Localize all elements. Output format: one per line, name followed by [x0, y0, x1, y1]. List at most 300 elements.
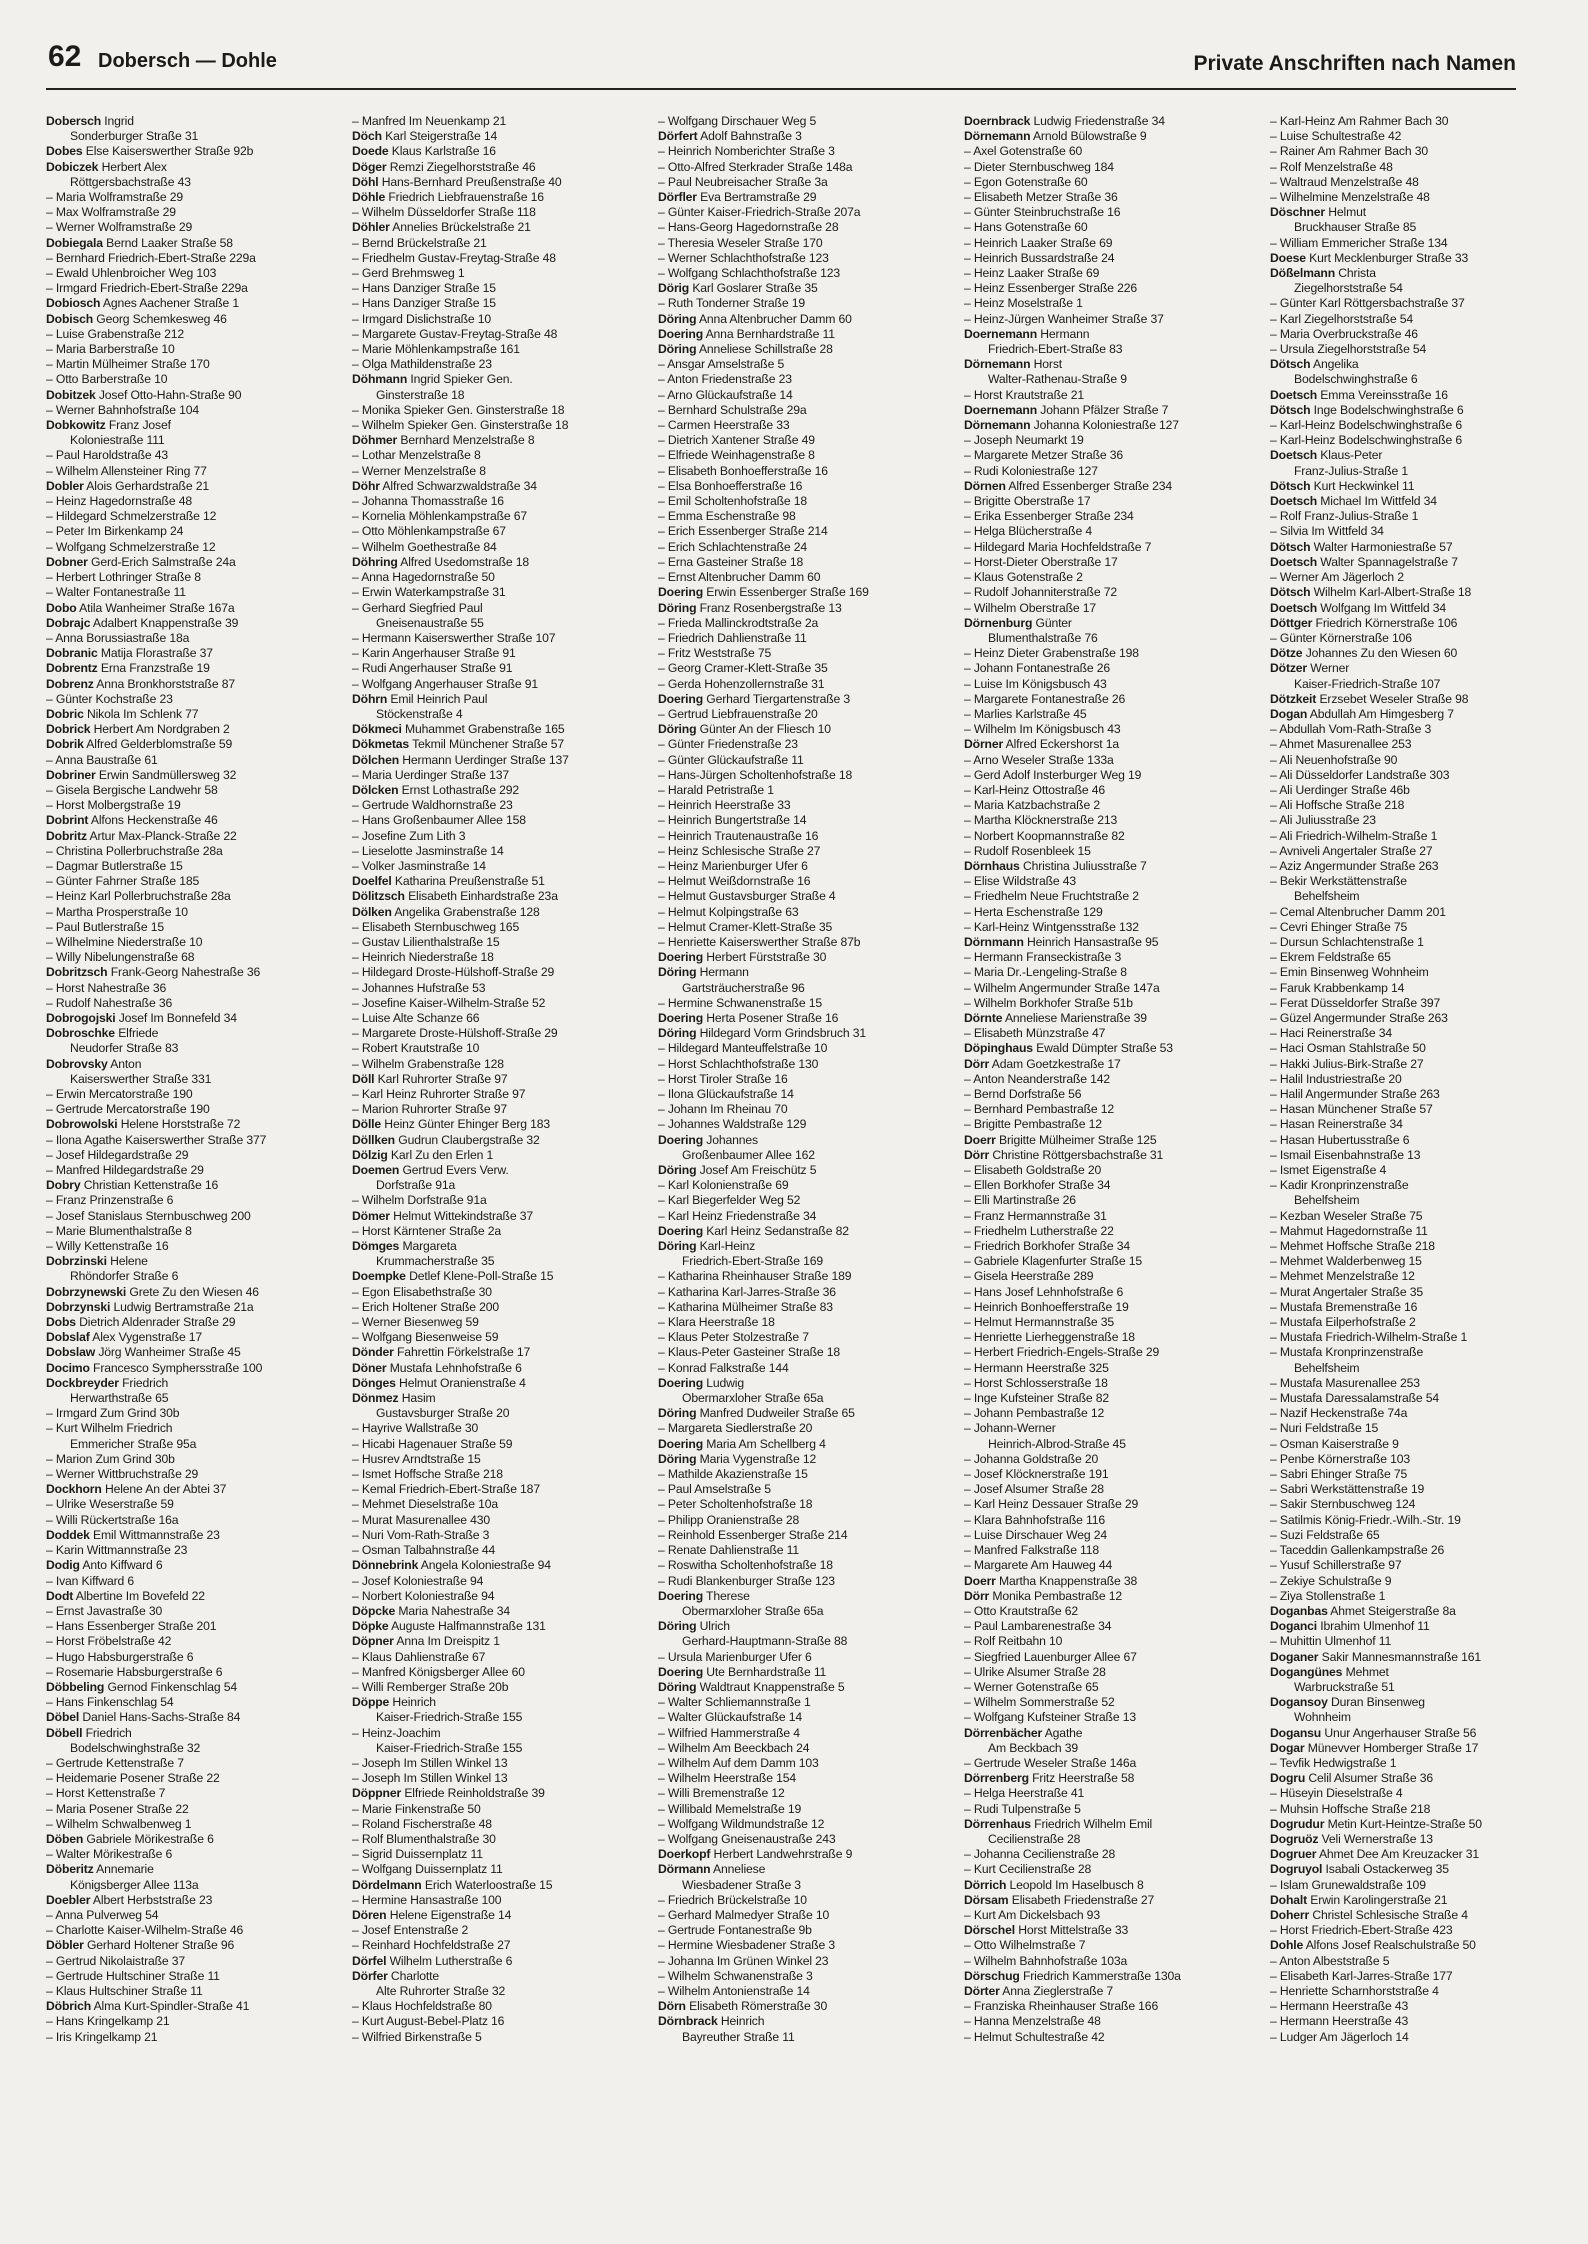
- entry-surname: Doernemann: [964, 326, 1037, 341]
- entry-text: – Siegfried Lauenburger Allee 67: [964, 1649, 1137, 1664]
- entry-text: – Herbert Friedrich-Engels-Straße 29: [964, 1345, 1160, 1360]
- directory-entry: [46, 1604, 336, 1619]
- entry-text: – Johannes Waldstraße 129: [658, 1117, 807, 1132]
- entry-text: – Werner Wittbruchstraße 29: [46, 1467, 199, 1482]
- entry-surname: Doering: [658, 1436, 703, 1451]
- directory-entry: [658, 783, 948, 798]
- entry-surname: Döring: [658, 1619, 697, 1634]
- entry-text: – Hans Finkenschlag 54: [46, 1695, 174, 1710]
- directory-entry: [352, 1239, 642, 1254]
- entry-text: – Horst Schlosserstraße 18: [964, 1375, 1108, 1390]
- directory-entry: [352, 905, 642, 920]
- directory-entry: [658, 388, 948, 403]
- directory-entry: [46, 1695, 336, 1710]
- entry-text: Ewald Dümpter Straße 53: [1036, 1041, 1173, 1056]
- entry-text: – Anna Baustraße 61: [46, 752, 158, 767]
- directory-entry: [964, 1893, 1254, 1908]
- entry-text: Georg Schemkesweg 46: [96, 311, 227, 326]
- entry-text: – Klara Heerstraße 18: [658, 1315, 775, 1330]
- directory-entry: [46, 1087, 336, 1102]
- directory-entry: [1270, 996, 1560, 1011]
- entry-text: – Lieselotte Jasminstraße 14: [352, 843, 504, 858]
- directory-entry: [964, 418, 1254, 433]
- entry-text: – Muhsin Hoffsche Straße 218: [1270, 1801, 1431, 1816]
- directory-entry: [1270, 433, 1560, 448]
- entry-surname: Doering: [658, 1375, 703, 1390]
- entry-text: Kaiser-Friedrich-Straße 107: [1294, 676, 1441, 691]
- directory-entry: [1270, 1771, 1560, 1786]
- entry-text: Anton: [110, 1056, 142, 1071]
- directory-entry: [352, 1193, 642, 1208]
- directory-entry: [46, 540, 336, 555]
- page-range: Dobersch — Dohle: [98, 50, 277, 72]
- entry-text: Elisabeth Friedenstraße 27: [1011, 1892, 1155, 1907]
- entry-surname: Dörter: [964, 1983, 1000, 1998]
- entry-text: – Heinrich Bussardstraße 24: [964, 250, 1115, 265]
- directory-entry: [964, 357, 1254, 372]
- directory-entry: [1270, 540, 1560, 555]
- directory-entry: [352, 494, 642, 509]
- entry-text: – Friedhelm Lutherstraße 22: [964, 1223, 1114, 1238]
- directory-entry: [352, 236, 642, 251]
- entry-text: – Ernst Altenbrucher Damm 60: [658, 570, 821, 585]
- directory-entry: [964, 874, 1254, 889]
- directory-entry: [1270, 1862, 1560, 1877]
- directory-entry: [352, 312, 642, 327]
- entry-text: – Friedrich Borkhofer Straße 34: [964, 1239, 1131, 1254]
- entry-text: – Mehmet Walderbenweg 15: [1270, 1254, 1422, 1269]
- entry-text: – Heinrich Bungertstraße 14: [658, 813, 807, 828]
- directory-entry: [46, 813, 336, 828]
- entry-surname: Dobersch: [46, 114, 102, 128]
- directory-entry: [658, 1878, 948, 1893]
- entry-surname: Doering: [658, 1223, 703, 1238]
- directory-entry: [46, 1543, 336, 1558]
- directory-entry: [964, 601, 1254, 616]
- directory-entry: [46, 2014, 336, 2029]
- directory-entry: [658, 1893, 948, 1908]
- entry-text: Jörg Wanheimer Straße 45: [98, 1345, 241, 1360]
- directory-entry: [658, 1710, 948, 1725]
- directory-entry: [46, 1923, 336, 1938]
- entry-text: – Wolfgang Wildmundstraße 12: [658, 1816, 825, 1831]
- entry-text: – Heinz Laaker Straße 69: [964, 266, 1100, 281]
- directory-entry: [1270, 464, 1560, 479]
- entry-text: Kurt Mecklenburger Straße 33: [1309, 250, 1469, 265]
- entry-text: – Kornelia Möhlenkampstraße 67: [352, 509, 528, 524]
- directory-entry: [658, 844, 948, 859]
- entry-text: Anna Zieglerstraße 7: [1002, 1983, 1114, 1998]
- entry-text: – Peter Im Birkenkamp 24: [46, 524, 184, 539]
- entry-text: – Maria Barberstraße 10: [46, 342, 175, 357]
- directory-entry: [46, 1786, 336, 1801]
- directory-entry: [1270, 1650, 1560, 1665]
- directory-entry: [1270, 2014, 1560, 2029]
- entry-text: Sonderburger Straße 31: [70, 129, 199, 144]
- entry-text: Emmericher Straße 95a: [70, 1436, 197, 1451]
- directory-entry: [352, 1574, 642, 1589]
- directory-entry: [1270, 1300, 1560, 1315]
- entry-text: – Ali Düsseldorfer Landstraße 303: [1270, 767, 1450, 782]
- directory-entry: [352, 1285, 642, 1300]
- entry-surname: Dogan: [1270, 706, 1308, 721]
- directory-entry: [964, 1665, 1254, 1680]
- entry-surname: Dötsch: [1270, 478, 1311, 493]
- entry-text: – Margarete Droste-Hülshoff-Straße 29: [352, 1026, 558, 1041]
- entry-surname: Dobranic: [46, 646, 98, 661]
- entry-text: Ibrahim Ulmenhof 11: [1320, 1619, 1430, 1634]
- directory-entry: [46, 296, 336, 311]
- entry-text: – Carmen Heerstraße 33: [658, 418, 790, 433]
- directory-entry: [46, 1406, 336, 1421]
- entry-text: – Hildegard Schmelzerstraße 12: [46, 509, 217, 524]
- entry-text: Fahrettin Förkelstraße 17: [397, 1345, 531, 1360]
- directory-entry: [964, 433, 1254, 448]
- directory-entry: [352, 1330, 642, 1345]
- directory-entry: [1270, 692, 1560, 707]
- entry-text: – Erwin Mercatorstraße 190: [46, 1087, 193, 1101]
- directory-entry: [658, 266, 948, 281]
- entry-text: Dorfstraße 91a: [376, 1178, 456, 1193]
- directory-entry: [1270, 1802, 1560, 1817]
- entry-text: – Dieter Sternbuschweg 184: [964, 159, 1114, 174]
- directory-entry: [46, 1391, 336, 1406]
- directory-entry: [46, 1999, 336, 2014]
- directory-entry: [352, 1391, 642, 1406]
- directory-entry: [658, 251, 948, 266]
- entry-text: – Herta Eschenstraße 129: [964, 904, 1103, 919]
- entry-text: – Rudi Angerhauser Straße 91: [352, 661, 513, 676]
- entry-text: – Wilfried Birkenstraße 5: [352, 2029, 482, 2044]
- entry-text: Wiesbadener Straße 3: [682, 1877, 801, 1892]
- directory-entry: [46, 844, 336, 859]
- directory-entry: [658, 1421, 948, 1436]
- directory-entry: [1270, 1938, 1560, 1953]
- entry-text: – Horst Kärntener Straße 2a: [352, 1223, 502, 1238]
- entry-text: Muhammet Grabenstraße 165: [405, 722, 565, 737]
- directory-entry: [658, 905, 948, 920]
- entry-text: – Konrad Falkstraße 144: [658, 1360, 789, 1375]
- directory-entry: [46, 2030, 336, 2045]
- entry-text: – Emin Binsenweg Wohnheim: [1270, 965, 1429, 980]
- entry-text: Alex Vygenstraße 17: [92, 1330, 203, 1345]
- directory-entry: [658, 2030, 948, 2045]
- directory-entry: [964, 1482, 1254, 1497]
- directory-entry: [658, 1802, 948, 1817]
- entry-text: Veli Wernerstraße 13: [1321, 1831, 1433, 1846]
- directory-entry: [46, 160, 336, 175]
- entry-text: Fritz Heerstraße 58: [1032, 1771, 1135, 1786]
- directory-entry: [658, 1452, 948, 1467]
- entry-text: Bodelschwinghstraße 32: [70, 1740, 201, 1755]
- entry-text: – Helga Heerstraße 41: [964, 1786, 1085, 1801]
- entry-surname: Doganbas: [1270, 1603, 1328, 1618]
- entry-text: – Dursun Schlachtenstraße 1: [1270, 934, 1424, 949]
- entry-text: – Hermann Heerstraße 43: [1270, 1999, 1409, 2014]
- entry-text: Günter: [1035, 615, 1072, 630]
- entry-surname: Dörnemann: [964, 418, 1031, 433]
- directory-entry: [964, 1969, 1254, 1984]
- entry-text: Heinz Günter Ehinger Berg 183: [384, 1117, 550, 1132]
- entry-text: – Frieda Mallinckrodtstraße 2a: [658, 615, 819, 630]
- directory-entry: [46, 996, 336, 1011]
- entry-text: – Ilona Agathe Kaiserswerther Straße 377: [46, 1132, 267, 1147]
- entry-text: Ludwig Bertramstraße 21a: [113, 1299, 254, 1314]
- entry-text: – Mustafa Masurenallee 253: [1270, 1375, 1420, 1390]
- entry-text: – Kurt Wilhelm Friedrich: [46, 1421, 173, 1436]
- entry-surname: Dötsch: [1270, 585, 1311, 600]
- directory-entry: [1270, 1589, 1560, 1604]
- entry-text: – Kurt Cecilienstraße 28: [964, 1862, 1092, 1877]
- entry-text: – Horst Schlachthofstraße 130: [658, 1056, 819, 1071]
- entry-text: – Joseph Im Stillen Winkel 13: [352, 1755, 508, 1770]
- entry-text: – Hermine Wiesbadener Straße 3: [658, 1938, 836, 1953]
- directory-entry: [1270, 1406, 1560, 1421]
- directory-entry: [46, 1330, 336, 1345]
- directory-entry: [352, 1209, 642, 1224]
- entry-surname: Dobroschke: [46, 1026, 115, 1041]
- entry-text: – Hans-Jürgen Scholtenhofstraße 18: [658, 767, 853, 782]
- directory-entry: [46, 1650, 336, 1665]
- entry-text: Josef Am Freischütz 5: [699, 1163, 817, 1178]
- directory-entry: [352, 829, 642, 844]
- entry-text: – Emil Scholtenhofstraße 18: [658, 494, 808, 509]
- directory-entry: [1270, 509, 1560, 524]
- directory-entry: [1270, 798, 1560, 813]
- entry-surname: Dönmez: [352, 1391, 399, 1406]
- directory-entry: [964, 144, 1254, 159]
- entry-surname: Döring: [658, 342, 697, 357]
- directory-entry: [352, 220, 642, 235]
- directory-entry: [658, 342, 948, 357]
- directory-entry: [964, 524, 1254, 539]
- entry-surname: Doering: [658, 326, 703, 341]
- entry-surname: Dötsch: [1270, 357, 1311, 372]
- directory-entry: [46, 1954, 336, 1969]
- directory-entry: [964, 266, 1254, 281]
- directory-entry: [658, 1011, 948, 1026]
- directory-entry: [46, 1680, 336, 1695]
- directory-entry: [1270, 1285, 1560, 1300]
- entry-text: – Ahmet Masurenallee 253: [1270, 737, 1412, 752]
- directory-entry: [352, 372, 642, 387]
- directory-entry: [964, 1832, 1254, 1847]
- directory-entry: [1270, 1209, 1560, 1224]
- entry-text: – Klaus Gotenstraße 2: [964, 570, 1083, 585]
- entry-text: Annemarie: [96, 1862, 154, 1877]
- directory-entry: [1270, 327, 1560, 342]
- entry-text: – Otto Barberstraße 10: [46, 372, 168, 387]
- entry-text: – Elisabeth Karl-Jarres-Straße 177: [1270, 1968, 1453, 1983]
- directory-entry: [964, 889, 1254, 904]
- entry-text: Karl Heinz Sedanstraße 82: [706, 1223, 849, 1238]
- entry-surname: Dörnhaus: [964, 858, 1020, 873]
- entry-text: Unur Angerhauser Straße 56: [1324, 1725, 1477, 1740]
- directory-column: [46, 114, 336, 2224]
- entry-text: – Heinz Essenberger Straße 226: [964, 281, 1137, 296]
- directory-entry: [1270, 1133, 1560, 1148]
- directory-entry: [46, 1771, 336, 1786]
- directory-entry: [964, 768, 1254, 783]
- entry-text: – Johann Pembastraße 12: [964, 1406, 1105, 1421]
- entry-text: – Ludger Am Jägerloch 14: [1270, 2029, 1409, 2044]
- entry-text: – Bekir Werkstättenstraße: [1270, 874, 1407, 889]
- entry-text: – Wolfgang Gneisenaustraße 243: [658, 1831, 836, 1846]
- directory-entry: [352, 1695, 642, 1710]
- entry-text: Franz-Julius-Straße 1: [1294, 463, 1409, 478]
- directory-entry: [964, 859, 1254, 874]
- directory-entry: [1270, 1528, 1560, 1543]
- entry-surname: Döttger: [1270, 615, 1313, 630]
- directory-entry: [46, 753, 336, 768]
- entry-text: Alfred Gelderblomstraße 59: [86, 737, 233, 752]
- directory-entry: [46, 448, 336, 463]
- entry-text: – Hermine Schwanenstraße 15: [658, 995, 822, 1010]
- entry-text: – Walter Glückaufstraße 14: [658, 1710, 802, 1725]
- directory-entry: [964, 1163, 1254, 1178]
- directory-entry: [352, 844, 642, 859]
- entry-surname: Döring: [658, 1239, 697, 1254]
- entry-text: – Gertrud Liebfrauenstraße 20: [658, 706, 818, 721]
- entry-text: – Mahmut Hagedornstraße 11: [1270, 1223, 1428, 1238]
- entry-text: Rhöndorfer Straße 6: [70, 1269, 179, 1284]
- entry-surname: Döbell: [46, 1725, 83, 1740]
- entry-text: – Marion Zum Grind 30b: [46, 1451, 175, 1466]
- directory-entry: [658, 1726, 948, 1741]
- entry-text: Walter-Rathenau-Straße 9: [988, 372, 1127, 387]
- entry-text: Ahmet Dee Am Kreuzacker 31: [1318, 1847, 1479, 1862]
- directory-entry: [46, 1057, 336, 1072]
- entry-text: Alfred Eckershorst 1a: [1005, 737, 1119, 752]
- entry-text: Klaus-Peter: [1320, 448, 1383, 463]
- entry-surname: Döppner: [352, 1786, 402, 1801]
- entry-text: – Katharina Mülheimer Straße 83: [658, 1299, 833, 1314]
- directory-entry: [352, 464, 642, 479]
- directory-entry: [46, 981, 336, 996]
- directory-entry: [46, 1984, 336, 1999]
- directory-entry: [1270, 1239, 1560, 1254]
- directory-entry: [46, 1224, 336, 1239]
- entry-text: – Henriette Kaiserswerther Straße 87b: [658, 934, 861, 949]
- entry-text: – Wilhelm Allensteiner Ring 77: [46, 463, 207, 478]
- entry-text: – Aziz Angermunder Straße 263: [1270, 858, 1439, 873]
- entry-text: – Renate Dahlienstraße 11: [658, 1543, 800, 1558]
- entry-text: Kaiser-Friedrich-Straße 155: [376, 1710, 523, 1725]
- entry-surname: Dötsch: [1270, 402, 1311, 417]
- entry-text: – Rolf Reitbahn 10: [964, 1634, 1063, 1649]
- entry-text: – Nuri Vom-Rath-Straße 3: [352, 1527, 490, 1542]
- entry-text: Helmut Wittekindstraße 37: [393, 1208, 533, 1223]
- entry-text: – Franziska Rheinhauser Straße 166: [964, 1999, 1159, 2014]
- entry-text: Cecilienstraße 28: [988, 1831, 1081, 1846]
- entry-text: – Wilhelm Angermunder Straße 147a: [964, 980, 1160, 995]
- directory-entry: [964, 829, 1254, 844]
- directory-entry: [964, 1908, 1254, 1923]
- entry-surname: Dören: [352, 1907, 387, 1922]
- directory-entry: [658, 144, 948, 159]
- entry-text: – Gerhard Siegfried Paul: [352, 600, 483, 615]
- entry-text: – Günter Friedenstraße 23: [658, 737, 798, 752]
- directory-entry: [352, 1345, 642, 1360]
- directory-entry: [658, 1406, 948, 1421]
- entry-text: – Helmut Schultestraße 42: [964, 2029, 1105, 2044]
- entry-text: – Mustafa Daressalamstraße 54: [1270, 1391, 1440, 1406]
- entry-text: – Willy Nibelungenstraße 68: [46, 950, 195, 965]
- entry-text: – Helmut Gustavsburger Straße 4: [658, 889, 836, 904]
- directory-entry: [352, 1741, 642, 1756]
- entry-text: – Elsa Bonhoefferstraße 16: [658, 478, 803, 493]
- directory-entry: [352, 1817, 642, 1832]
- entry-text: – Josef Stanislaus Sternbuschweg 200: [46, 1208, 251, 1223]
- directory-entry: [964, 1102, 1254, 1117]
- directory-entry: [352, 1543, 642, 1558]
- directory-entry: [352, 1558, 642, 1573]
- entry-surname: Doernemann: [964, 402, 1037, 417]
- entry-surname: Dörfel: [352, 1953, 387, 1968]
- directory-entry: [964, 1847, 1254, 1862]
- entry-text: – Otto Möhlenkampstraße 67: [352, 524, 506, 539]
- entry-text: – Elfriede Weinhagenstraße 8: [658, 448, 815, 463]
- directory-entry: [352, 1847, 642, 1862]
- entry-text: – Heinrich Niederstraße 18: [352, 950, 494, 965]
- entry-text: – Manfred Falkstraße 118: [964, 1543, 1100, 1558]
- entry-text: – Johanna Thomasstraße 16: [352, 494, 504, 509]
- directory-columns: [46, 114, 1560, 2224]
- entry-text: – Rolf Menzelstraße 48: [1270, 159, 1393, 174]
- directory-entry: [964, 1862, 1254, 1877]
- directory-entry: [658, 524, 948, 539]
- entry-text: – Horst Kettenstraße 7: [46, 1786, 166, 1801]
- entry-text: – Heinz Hagedornstraße 48: [46, 494, 192, 509]
- entry-surname: Döring: [658, 311, 697, 326]
- entry-surname: Dobrzynski: [46, 1299, 111, 1314]
- entry-text: – Heinrich Heerstraße 33: [658, 798, 791, 813]
- directory-entry: [964, 464, 1254, 479]
- entry-text: – Franz Prinzenstraße 6: [46, 1193, 174, 1208]
- directory-entry: [1270, 1817, 1560, 1832]
- entry-text: Helene Horststraße 72: [120, 1117, 241, 1132]
- directory-entry: [1270, 677, 1560, 692]
- entry-text: Herbert Fürststraße 30: [706, 950, 827, 965]
- entry-text: – Abdullah Vom-Rath-Straße 3: [1270, 722, 1432, 737]
- directory-entry: [1270, 281, 1560, 296]
- entry-text: Francesco Symphersstraße 100: [93, 1360, 263, 1375]
- directory-entry: [658, 722, 948, 737]
- directory-entry: [46, 1634, 336, 1649]
- entry-text: – Nuri Feldstraße 15: [1270, 1421, 1379, 1436]
- entry-text: Gerhard Tiergartenstraße 3: [706, 691, 851, 706]
- directory-entry: [352, 1710, 642, 1725]
- entry-text: Ziegelhorststraße 54: [1294, 281, 1403, 296]
- directory-entry: [46, 874, 336, 889]
- entry-text: – Faruk Krabbenkamp 14: [1270, 980, 1405, 995]
- directory-entry: [46, 1163, 336, 1178]
- entry-text: Dietrich Aldenrader Straße 29: [79, 1315, 236, 1330]
- entry-text: Friedrich Körnerstraße 106: [1315, 615, 1458, 630]
- directory-entry: [658, 1817, 948, 1832]
- directory-entry: [1270, 1680, 1560, 1695]
- entry-text: – Klaus Peter Stolzestraße 7: [658, 1330, 809, 1345]
- entry-text: – Wilhelm Dorfstraße 91a: [352, 1193, 487, 1208]
- entry-text: Michael Im Wittfeld 34: [1320, 494, 1437, 509]
- directory-entry: [46, 1452, 336, 1467]
- entry-text: – Wilfried Hammerstraße 4: [658, 1725, 800, 1740]
- entry-text: – Marlies Karlstraße 45: [964, 706, 1087, 721]
- directory-entry: [352, 388, 642, 403]
- entry-surname: Dörn: [658, 1999, 686, 2014]
- entry-surname: Dobisch: [46, 311, 94, 326]
- entry-surname: Dößelmann: [1270, 266, 1336, 281]
